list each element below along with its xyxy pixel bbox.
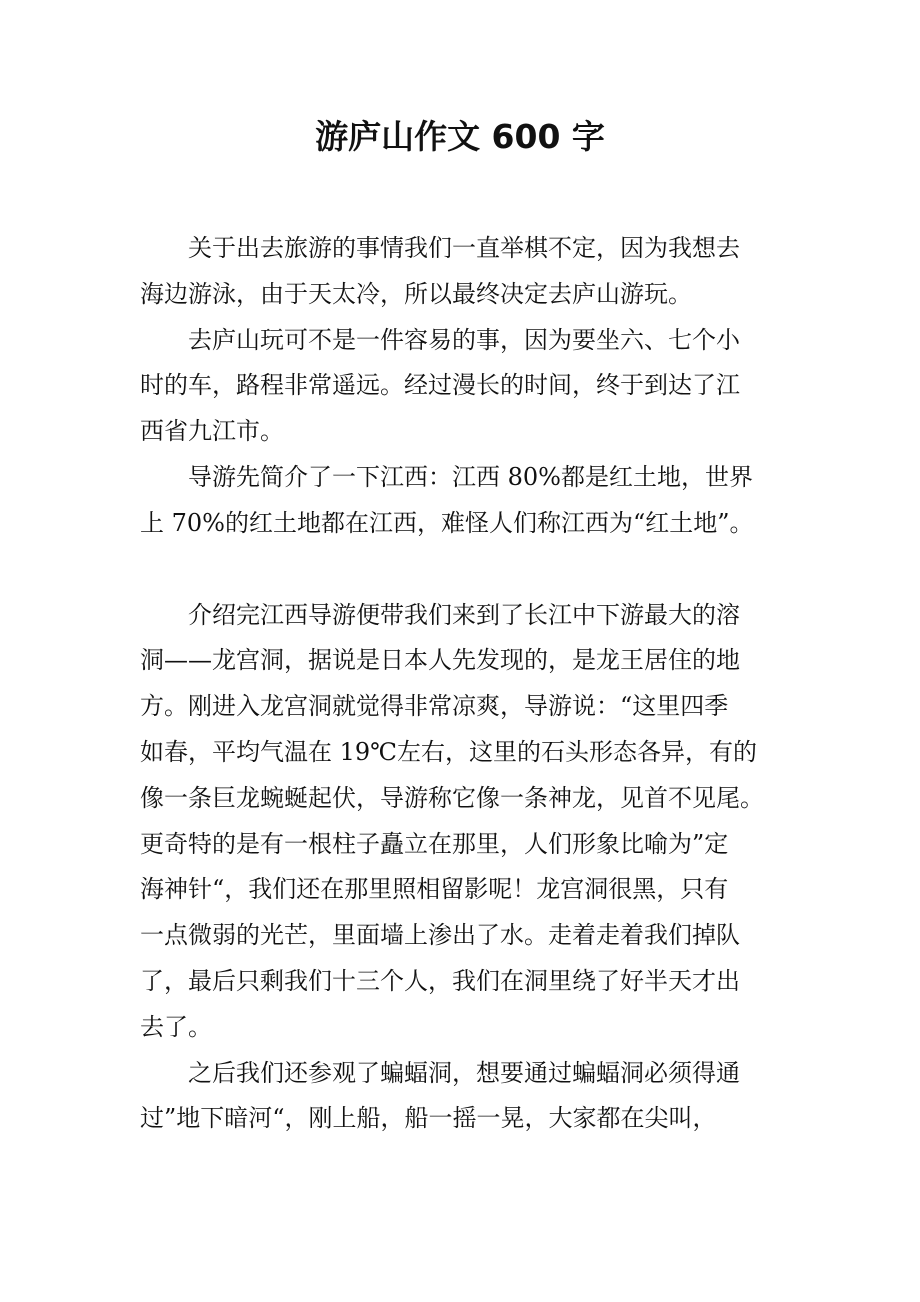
document-body — [140, 226, 780, 1142]
text-line: 一点微弱的光芒，里面墙上渗出了水。走着走着我们掉队 — [140, 921, 740, 950]
text-line: 像一条巨龙蜿蜒起伏，导游称它像一条神龙，见首不见尾。 — [140, 783, 764, 812]
paragraph-4 — [140, 593, 780, 1051]
text-line: 海神针“，我们还在那里照相留影呢！龙宫洞很黑，只有 — [140, 875, 729, 904]
text-line: 西省九江市。 — [140, 417, 284, 446]
paragraph-5 — [140, 1051, 780, 1143]
paragraph-3 — [140, 455, 780, 547]
document-title: 游庐山作文 600 字 — [315, 117, 605, 156]
text-line: 海边游泳，由于天太冷，所以最终决定去庐山游玩。 — [140, 279, 692, 308]
text-line: 上 70%的红土地都在江西，难怪人们称江西为“红土地”。 — [140, 508, 754, 537]
paragraph-1 — [140, 226, 780, 318]
text-line: 去了。 — [140, 1012, 212, 1041]
text-line: 关于出去旅游的事情我们一直举棋不定，因为我想去 — [188, 234, 740, 262]
paragraph-2 — [140, 318, 780, 455]
text-line: 之后我们还参观了蝙蝠洞，想要通过蝙蝠洞必须得通 — [188, 1058, 740, 1087]
text-line: 时的车，路程非常遥远。经过漫长的时间，终于到达了江 — [140, 371, 740, 400]
text-line: 了，最后只剩我们十三个人，我们在洞里绕了好半天才出 — [140, 966, 740, 995]
text-line: 介绍完江西导游便带我们来到了长江中下游最大的溶 — [188, 600, 740, 629]
text-line: 导游先简介了一下江西：江西 80%都是红土地，世界 — [188, 462, 753, 491]
text-line: 洞——龙宫洞，据说是日本人先发现的，是龙王居住的地 — [140, 646, 740, 675]
text-line: 更奇特的是有一根柱子矗立在那里，人们形象比喻为”定 — [140, 829, 729, 858]
text-line: 过”地下暗河“，刚上船，船一摇一晃，大家都在尖叫， — [140, 1104, 717, 1133]
text-line: 如春，平均气温在 19℃左右，这里的石头形态各异，有的 — [140, 737, 758, 766]
text-line: 方。刚进入龙宫洞就觉得非常凉爽，导游说：“这里四季 — [140, 692, 729, 721]
text-line: 去庐山玩可不是一件容易的事，因为要坐六、七个小 — [188, 325, 740, 354]
